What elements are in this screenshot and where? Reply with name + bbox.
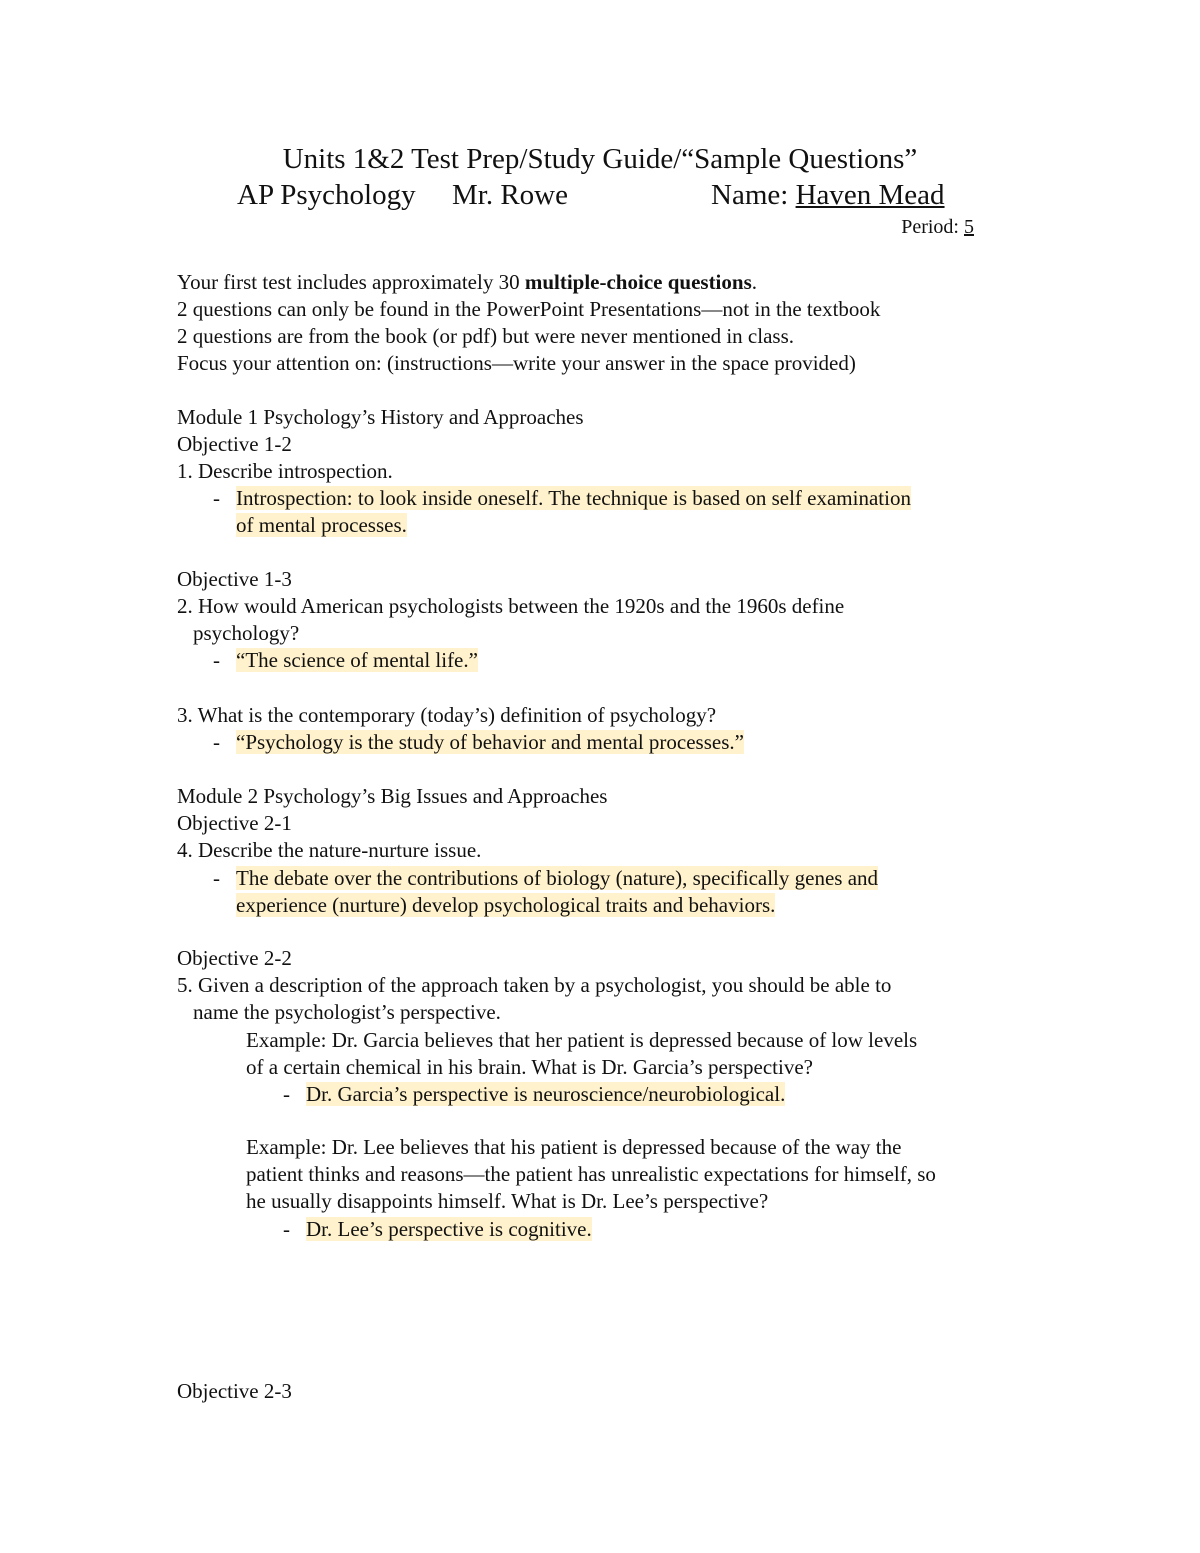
example-1-line-2: of a certain chemical in his brain. What is Dr. Garcia’s perspective? [246, 1055, 813, 1079]
intro-line-2: 2 questions can only be found in the PowerPoint Presentations—not in the textbook [177, 297, 881, 321]
question-5-line-1: 5. Given a description of the approach taken by a psychologist, you should be able to [177, 973, 892, 997]
intro-line-3: 2 questions are from the book (or pdf) but were never mentioned in class. [177, 324, 794, 348]
answer-2-bullet: - [213, 648, 220, 672]
example-2-line-3: he usually disappoints himself. What is Dr. Lee’s perspective? [246, 1189, 769, 1213]
answer-2: “The science of mental life.” [236, 648, 478, 672]
answer-4: The debate over the contributions of biology (nature), specifically genes and experience (nurture) develop psychological traits and behaviors. [236, 866, 879, 917]
question-5-line-2: name the psychologist’s perspective. [193, 1000, 501, 1024]
example-1-line-1: Example: Dr. Garcia believes that her patient is depressed because of low levels [246, 1028, 918, 1052]
question-1: 1. Describe introspection. [177, 459, 393, 483]
objective-2-3: Objective 2-3 [177, 1379, 292, 1403]
intro-bold-text: multiple-choice questions [524, 270, 752, 294]
answer-5a: Dr. Garcia’s perspective is neuroscience/neurobiological. [306, 1082, 786, 1106]
module-1-title: Module 1 Psychology’s History and Approaches [177, 405, 584, 429]
question-2-line-2: psychology? [193, 621, 300, 645]
period-value: 5 [964, 216, 974, 238]
answer-5b-bullet: - [283, 1217, 290, 1241]
answer-5b: Dr. Lee’s perspective is cognitive. [306, 1217, 592, 1241]
answer-3-bullet: - [213, 730, 220, 754]
question-2-line-1: 2. How would American psychologists between the 1920s and the 1960s define [177, 594, 845, 618]
answer-1-bullet: - [213, 486, 220, 510]
document-title: Units 1&2 Test Prep/Study Guide/“Sample Questions” [282, 143, 918, 175]
name-label: Name: [711, 179, 796, 211]
objective-2-1: Objective 2-1 [177, 811, 292, 835]
answer-5a-bullet: - [283, 1082, 290, 1106]
teacher-name: Mr. Rowe [452, 179, 568, 211]
answer-1: Introspection: to look inside oneself. The technique is based on self examination of mental processes. [236, 486, 911, 537]
period-field [901, 216, 974, 239]
student-name-field [711, 179, 945, 212]
objective-1-3: Objective 1-3 [177, 567, 292, 591]
intro-line-1: Your first test includes approximately 30 multiple-choice questions. [177, 270, 757, 294]
answer-4-bullet: - [213, 866, 220, 890]
answer-3: “Psychology is the study of behavior and mental processes.” [236, 730, 744, 754]
module-2-title: Module 2 Psychology’s Big Issues and Approaches [177, 784, 608, 808]
period-label: Period: [901, 216, 964, 238]
example-2-line-2: patient thinks and reasons—the patient has unrealistic expectations for himself, so [246, 1162, 936, 1186]
course-name: AP Psychology [237, 179, 416, 211]
intro-line-4: Focus your attention on: (instructions—write your answer in the space provided) [177, 351, 856, 375]
objective-2-2: Objective 2-2 [177, 946, 292, 970]
example-2-line-1: Example: Dr. Lee believes that his patient is depressed because of the way the [246, 1135, 902, 1159]
objective-1-2: Objective 1-2 [177, 432, 292, 456]
question-3: 3. What is the contemporary (today’s) definition of psychology? [177, 703, 717, 727]
question-4: 4. Describe the nature-nurture issue. [177, 838, 482, 862]
name-value: Haven Mead [795, 179, 945, 211]
